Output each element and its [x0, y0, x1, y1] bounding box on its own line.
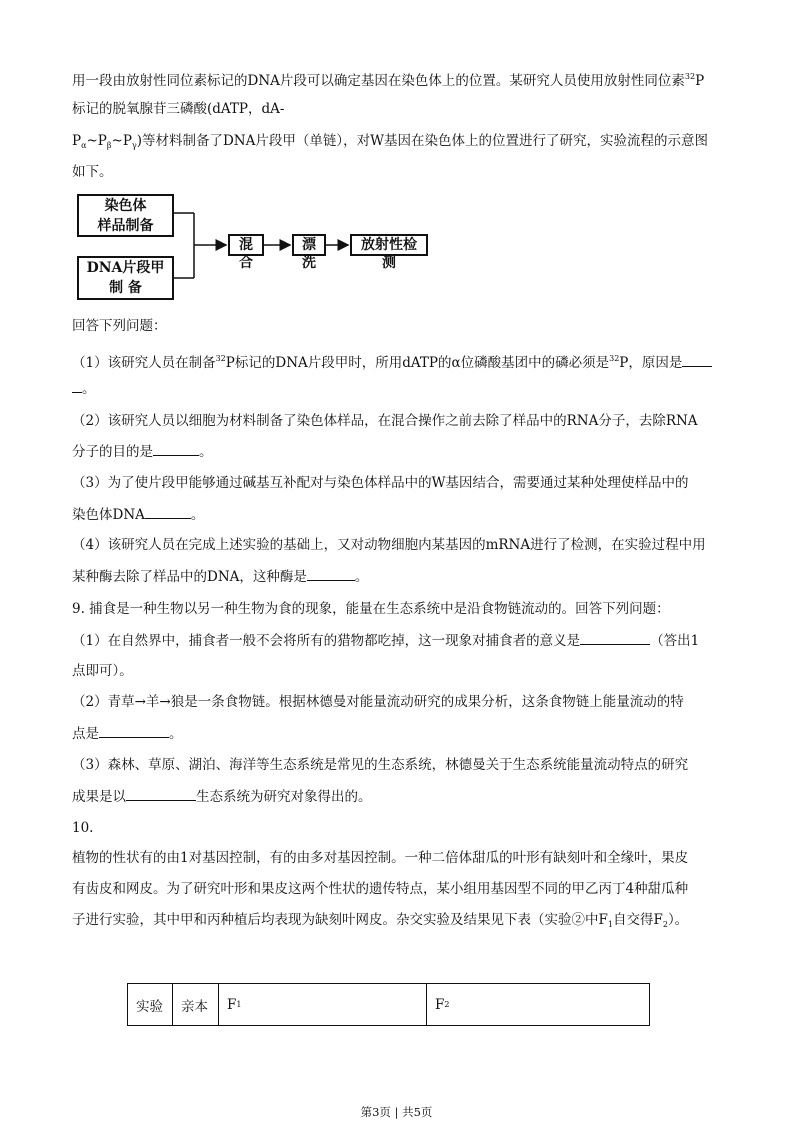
q8-sub1-line1: （1）该研究人员在制备$^{32}$P标记的DNA片段甲时，所用dATP的α位磷酸基团中的磷必须是$^{32}$P，原因是	[72, 349, 732, 373]
box-mix: 混合	[228, 234, 264, 256]
box-radioactive-detect: 放射性检测	[350, 234, 428, 256]
q9-sub2-line1: （2）青草→羊→狼是一条食物链。根据林德曼对能量流动研究的成果分析，这条食物链上能量流动的特	[72, 694, 684, 710]
q9-sub2-line2: 点是 。	[72, 723, 732, 744]
table-header-f2: F 2	[435, 996, 450, 1013]
page-footer: 第3页 | 共5页	[360, 1105, 433, 1119]
q8-sub3-line1: （3）为了使片段甲能够通过碱基互补配对与染色体样品中的W基因结合，需要通过某种处理使样品中的	[72, 475, 689, 491]
q9-sub1-line2: 点即可）。	[72, 663, 133, 679]
q8-intro-line3: $P_\alpha\sim P_\beta\sim P_\gamma$)等材料制备了DNA片段甲（单链），对W基因在染色体上的位置进行了研究，实验流程的示意图	[72, 133, 708, 150]
q9-sub1-line1: （1）在自然界中，捕食者一般不会将所有的猎物都吃掉，这一现象对捕食者的意义是 （答出1	[72, 630, 732, 651]
q10-line2: 有齿皮和网皮。为了研究叶形和果皮这两个性状的遗传特点，某小组用基因型不同的甲乙丙丁4种甜瓜种	[72, 881, 689, 897]
q8-sub4-line2: 某种酶去除了样品中的DNA，这种酶是 。	[72, 566, 732, 587]
q9-stem: 9. 捕食是一种生物以另一种生物为食的现象，能量在生态系统中是沿食物链流动的。回答下列问题：	[72, 601, 670, 617]
answer-blank[interactable]	[682, 352, 712, 367]
box-wash: 漂洗	[292, 234, 326, 256]
box-chromosome-prep: 染色体 样品制备	[77, 194, 174, 237]
q8-sub2-line1: （2）该研究人员以细胞为材料制备了染色体样品，在混合操作之前去除了样品中的RNA分子，去除RNA	[72, 413, 698, 429]
table-header-f1: F 1	[219, 984, 427, 1025]
box-dna-fragment-prep: DNA片段甲 制 备	[77, 256, 174, 300]
results-table	[127, 983, 650, 1026]
table-header-experiment: 实验	[128, 984, 173, 1025]
answer-blank[interactable]	[307, 566, 355, 581]
q10-number: 10.	[72, 820, 94, 836]
q8-sub4-line1: （4）该研究人员在完成上述实验的基础上，又对动物细胞内某基因的mRNA进行了检测，在实验过程中用	[72, 537, 706, 553]
q8-sub1-line2: 。	[72, 378, 732, 399]
q8-intro-line4: 如下。	[72, 164, 113, 180]
answer-blank[interactable]	[145, 504, 191, 519]
answer-blank[interactable]	[99, 723, 169, 738]
q8-intro-line2: 标记的脱氧腺苷三磷酸(dATP，dA-	[72, 101, 285, 117]
answer-blank[interactable]	[126, 786, 196, 801]
q9-sub3-line1: （3）森林、草原、湖泊、海洋等生态系统是常见的生态系统，林德曼关于生态系统能量流动特点的研究	[72, 757, 689, 773]
answer-blank[interactable]	[72, 378, 82, 393]
table-header-parents: 亲本	[173, 984, 219, 1025]
q8-prompt: 回答下列问题：	[72, 318, 167, 334]
answer-blank[interactable]	[580, 630, 650, 645]
answer-blank[interactable]	[153, 441, 199, 456]
q10-line1: 植物的性状有的由1对基因控制，有的由多对基因控制。一种二倍体甜瓜的叶形有缺刻叶和全缘叶，果皮	[72, 850, 689, 866]
q9-sub3-line2: 成果是以 生态系统为研究对象得出的。	[72, 786, 732, 807]
q8-sub2-line2: 分子的目的是 。	[72, 441, 732, 462]
q8-sub3-line2: 染色体DNA 。	[72, 504, 732, 525]
q8-intro-line1: 用一段由放射性同位素标记的DNA片段可以确定基因在染色体上的位置。某研究人员使用放射性同位素$^{32}$P	[72, 72, 705, 89]
q10-line3: 子进行实验，其中甲和丙种植后均表现为缺刻叶网皮。杂交实验及结果见下表（实验②中$F_1$自交得$F_2$）。	[72, 912, 689, 929]
